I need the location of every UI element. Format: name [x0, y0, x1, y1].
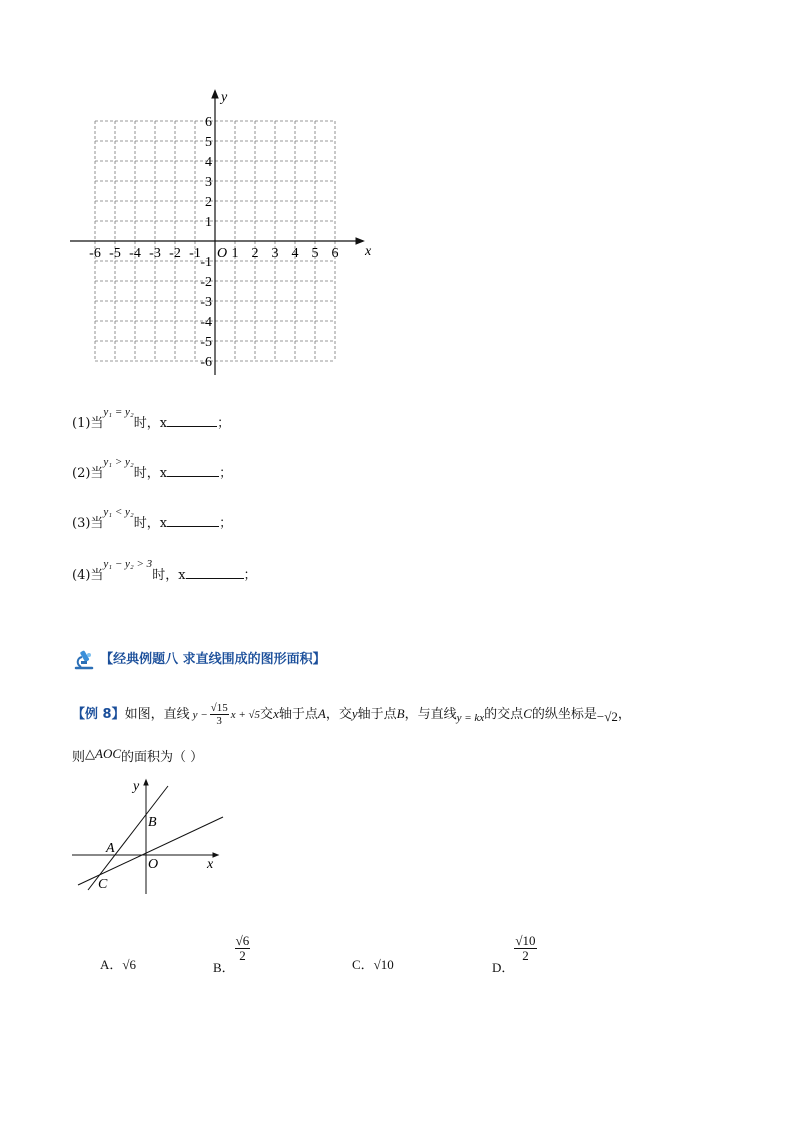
grid-origin-label: O	[217, 246, 228, 261]
coefficient-fraction: $\frac{√15}{3}$	[210, 702, 228, 728]
x-tick-label: -6	[89, 246, 101, 261]
y-tick-label: -6	[200, 355, 212, 370]
y-tick-label: -4	[200, 315, 212, 330]
answer-blank-3[interactable]	[167, 514, 219, 527]
x-tick-label: 5	[311, 246, 319, 261]
microscope-icon	[72, 649, 96, 671]
section-title: 【经典例题八 求直线围成的图形面积】	[100, 652, 326, 667]
x-tick-label: 1	[231, 246, 239, 261]
x-tick-label: 6	[331, 246, 339, 261]
condition-3: y₁ < y₂	[103, 506, 134, 518]
question-2: (2)当$^{y_1 > y_2}$时，x ；	[72, 456, 233, 481]
option-c[interactable]: C．√10	[352, 957, 394, 972]
figure-y-label: y	[133, 779, 140, 794]
option-a[interactable]: A．√6	[100, 957, 137, 972]
answer-blank-4[interactable]	[186, 566, 244, 579]
point-b-label: B	[148, 815, 157, 830]
example-8-line-1: 【例 8】如图，直线 y − $\frac{√15}{3}$ x + √5交x轴于点A，交y轴于点B，与直线$_{y = kx}$的交点C的纵坐标是−√2，	[72, 702, 631, 728]
question-3: (3)当$^{y_1 < y_2}$时，x ；	[72, 506, 233, 531]
section-header	[72, 648, 326, 671]
condition-1: y₁ = y₂	[103, 406, 134, 418]
x-tick-label: -1	[189, 246, 201, 261]
figure-x-label: x	[207, 857, 214, 872]
y-tick-label: 2	[205, 195, 212, 210]
grid-x-label: x	[365, 244, 372, 259]
example-label: 【例 8】	[72, 707, 125, 723]
point-c-label: C	[98, 877, 108, 892]
condition-4: y₁ − y₂ > 3	[103, 558, 153, 570]
x-tick-label: -4	[129, 246, 141, 261]
option-b[interactable]: B． $\frac{√6}{2}$	[213, 933, 250, 975]
x-tick-label: -3	[149, 246, 161, 261]
y-tick-label: -1	[200, 255, 212, 270]
question-4: (4)当$^{y_1 - y_2 > 3}$时，x ；	[72, 558, 257, 583]
option-d[interactable]: D． $\frac{√10}{2}$	[492, 933, 536, 975]
y-tick-label: -5	[200, 335, 212, 350]
y-tick-label: 6	[205, 115, 212, 130]
x-tick-label: 3	[271, 246, 279, 261]
point-a-label: A	[106, 841, 115, 856]
coordinate-grid	[60, 90, 370, 390]
grid-labels	[89, 90, 372, 370]
origin-label: O	[148, 857, 159, 872]
y-tick-label: -3	[200, 295, 212, 310]
x-tick-label: -5	[109, 246, 121, 261]
y-tick-label: -2	[200, 275, 212, 290]
grid-axes	[70, 91, 363, 375]
answer-blank-2[interactable]	[167, 464, 219, 477]
y-tick-label: 4	[205, 155, 212, 170]
condition-2: y₁ > y₂	[103, 456, 134, 468]
example-8-line-2: 则△AOC的面积为（ ）	[72, 746, 204, 765]
answer-blank-1[interactable]	[167, 414, 217, 427]
y-tick-label: 5	[205, 135, 212, 150]
grid-y-label: y	[221, 90, 228, 105]
x-tick-label: -2	[169, 246, 181, 261]
x-tick-label: 2	[251, 246, 259, 261]
example-figure	[68, 776, 228, 896]
y-tick-label: 1	[205, 215, 212, 230]
x-tick-label: 4	[291, 246, 299, 261]
y-tick-label: 3	[205, 175, 212, 190]
question-1: (1)当$^{y_1 = y_2}$时，x ；	[72, 406, 231, 431]
